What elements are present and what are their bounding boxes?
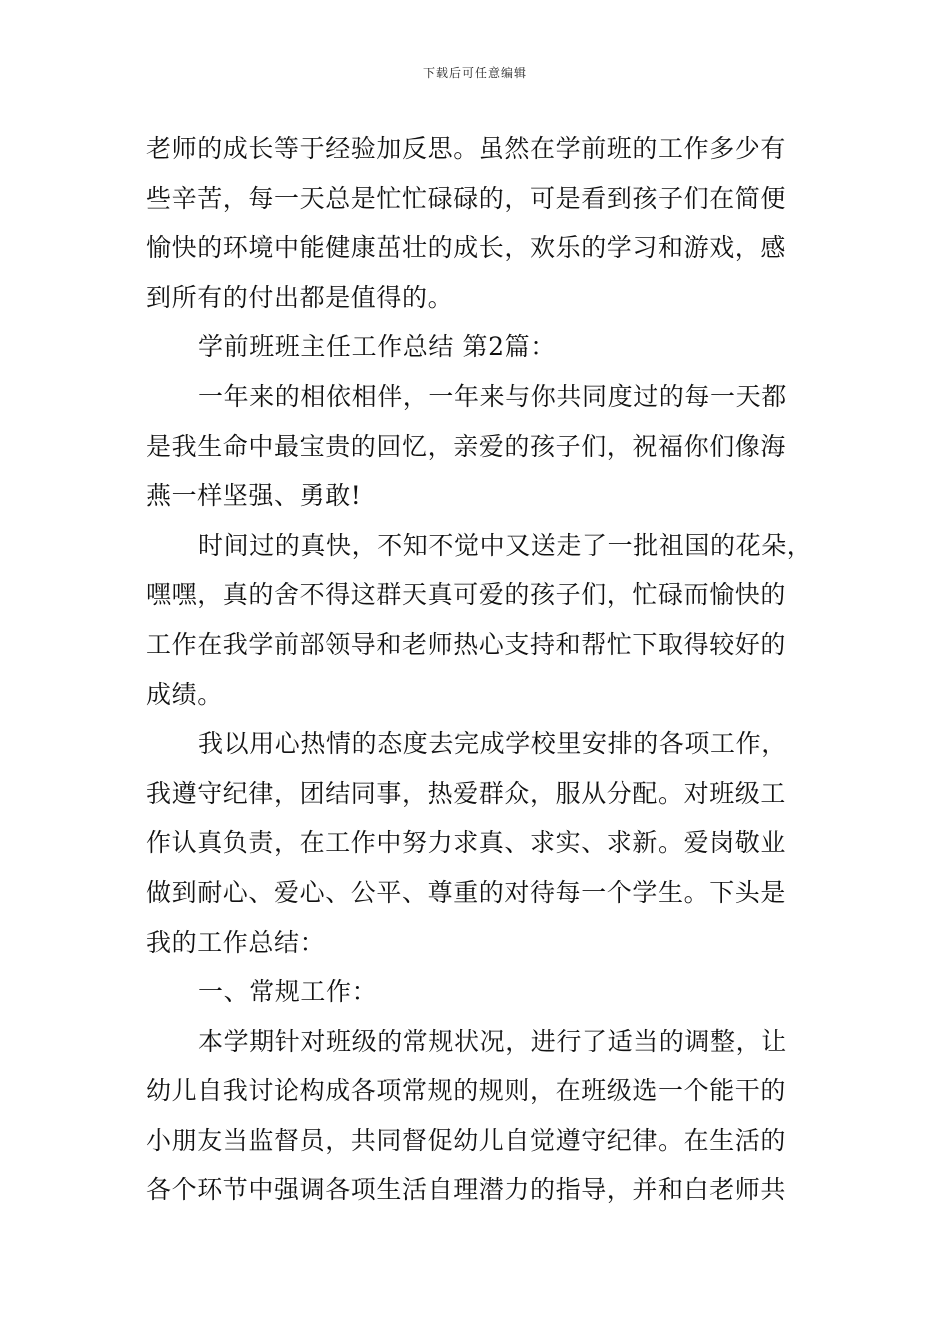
text-line: 燕一样坚强、勇敢! [146,481,362,511]
text-line: 我的工作总结： [146,927,326,957]
text-line: 我以用心热情的态度去完成学校里安排的各项工作， [198,729,787,759]
text-line: 幼儿自我讨论构成各项常规的规则，在班级选一个能干的 [146,1076,787,1106]
text-line: 愉快的环境中能健康茁壮的成长，欢乐的学习和游戏，感 [146,233,787,263]
text-line: 做到耐心、爱心、公平、尊重的对待每一个学生。下头是 [146,877,787,907]
text-line: 本学期针对班级的常规状况，进行了适当的调整，让 [198,1026,787,1056]
text-line: 我遵守纪律，团结同事，热爱群众，服从分配。对班级工 [146,778,787,808]
text-line: 些辛苦，每一天总是忙忙碌碌的，可是看到孩子们在简便 [146,183,787,213]
text-line: 一年来的相依相伴，一年来与你共同度过的每一天都 [198,381,787,411]
text-line: 时间过的真快，不知不觉中又送走了一批祖国的花朵， [198,530,813,560]
text-line: 小朋友当监督员，共同督促幼儿自觉遵守纪律。在生活的 [146,1125,787,1155]
page-header-note: 下载后可任意编辑 [422,66,527,80]
text-line: 嘿嘿，真的舍不得这群天真可爱的孩子们，忙碌而愉快的 [146,580,787,610]
text-line: 老师的成长等于经验加反思。虽然在学前班的工作多少有 [146,134,787,163]
text-line: 到所有的付出都是值得的。 [146,282,454,312]
section-heading: 学前班班主任工作总结 第2篇： [198,332,556,362]
text-line: 是我生命中最宝贵的回忆，亲爱的孩子们，祝福你们像海 [146,431,787,461]
text-line: 作认真负责，在工作中努力求真、求实、求新。爱岗敬业 [146,828,787,858]
document-body [146,124,816,1215]
text-line: 工作在我学前部领导和老师热心支持和帮忙下取得较好的 [146,629,787,659]
section-heading: 一、常规工作： [198,977,378,1007]
text-line: 成绩。 [146,679,223,709]
text-line: 各个环节中强调各项生活自理潜力的指导，并和白老师共 [146,1175,787,1205]
